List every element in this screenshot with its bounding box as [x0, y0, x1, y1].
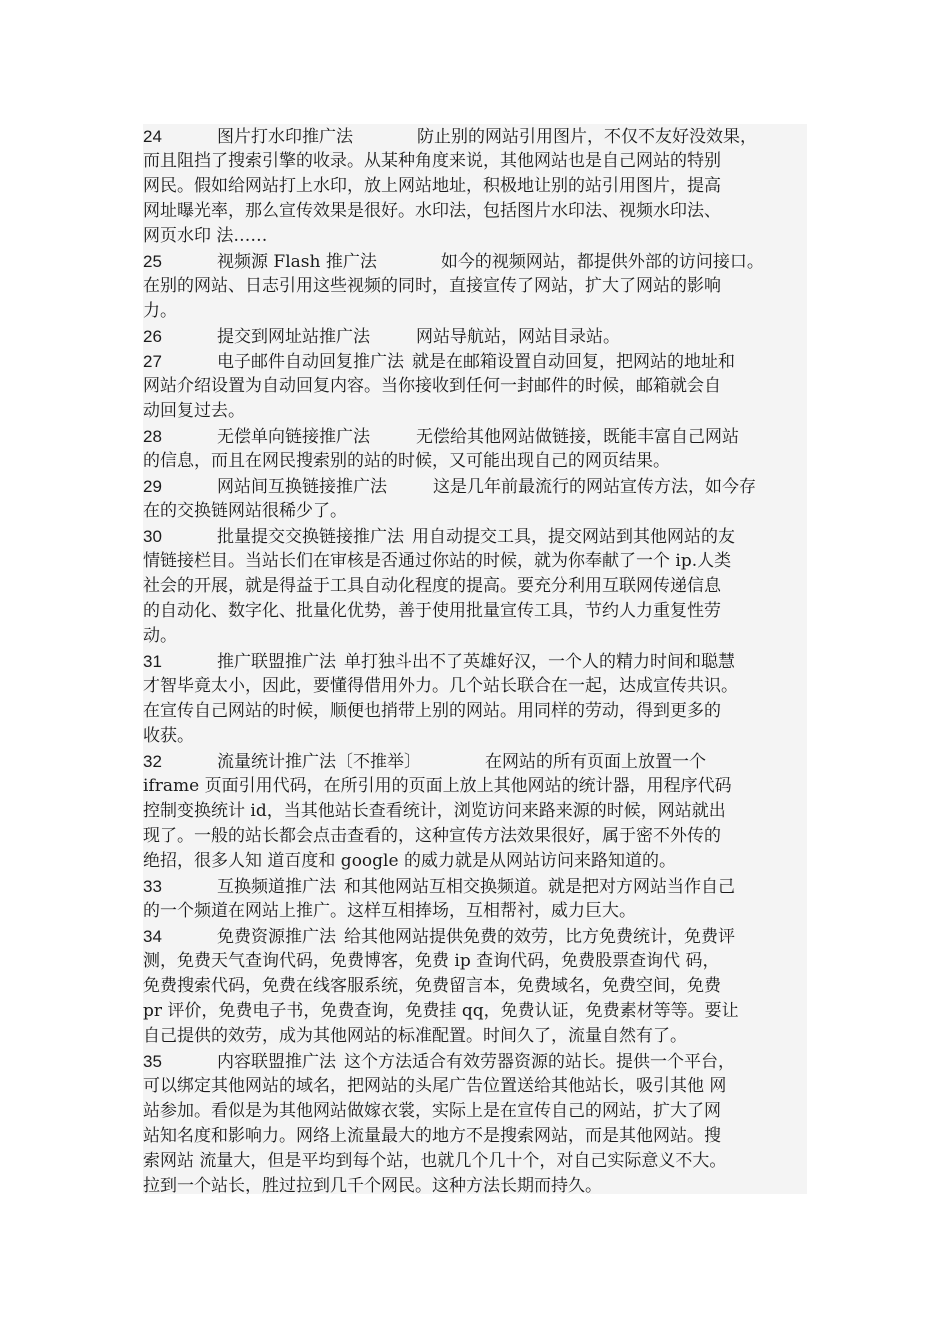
entry-title: 内容联盟推广法 — [217, 1052, 336, 1072]
entry-description: 现了。一般的站长都会点击查看的，这种宣传方法效果很好，属于密不外传的 — [143, 826, 721, 846]
entry-text-line — [143, 999, 807, 1024]
entry-text-line — [143, 549, 807, 574]
entry-description: 在宣传自己网站的时候，顺便也捎带上别的网站。用同样的劳动，得到更多的 — [143, 701, 721, 721]
entry-description: pr 评价，免费电子书，免费查询，免费挂 qq，免费认证，免费素材等等。要让 — [143, 1001, 739, 1021]
entry-description: 可以绑定其他网站的域名，把网站的头尾广告位置送给其他站长，吸引其他 网 — [143, 1076, 727, 1096]
entry-number: 31 — [143, 652, 162, 671]
list-item — [143, 124, 807, 249]
entry-title: 无偿单向链接推广法 — [217, 427, 370, 447]
entry-description: 网页水印 法…… — [143, 226, 268, 246]
entry-number: 29 — [143, 477, 162, 496]
entry-text-line — [143, 624, 807, 649]
entry-head-line — [143, 124, 807, 149]
entry-description: 站参加。看似是为其他网站做嫁衣裳，实际上是在宣传自己的网站，扩大了网 — [143, 1101, 721, 1121]
entry-text-line — [143, 699, 807, 724]
entry-description: 动。 — [143, 626, 177, 646]
entry-text-line — [143, 274, 807, 299]
entry-description: 在网站的所有页面上放置一个 — [485, 752, 706, 772]
entry-number: 30 — [143, 527, 162, 546]
entry-text-line — [143, 374, 807, 399]
entry-title: 电子邮件自动回复推广法 — [217, 352, 404, 372]
entry-head-line — [143, 524, 807, 549]
entry-description: 用自动提交工具，提交网站到其他网站的友 — [412, 527, 735, 547]
entry-title: 视频源 Flash 推广法 — [217, 252, 377, 272]
list-item — [143, 474, 807, 524]
entry-text-line — [143, 599, 807, 624]
entry-text-line — [143, 724, 807, 749]
entry-text-line — [143, 174, 807, 199]
entry-description: 测，免费天气查询代码，免费博客，免费 ip 查询代码，免费股票查询代 码， — [143, 951, 720, 971]
entry-text-line — [143, 149, 807, 174]
entry-head-line — [143, 249, 807, 274]
entry-title: 推广联盟推广法 — [217, 652, 336, 672]
entry-description: 站知名度和影响力。网络上流量最大的地方不是搜索网站，而是其他网站。搜 — [143, 1126, 721, 1146]
entry-description: 拉到一个站长，胜过拉到几千个网民。这种方法长期而持久。 — [143, 1176, 602, 1194]
entry-text-line — [143, 824, 807, 849]
entry-text-line — [143, 1099, 807, 1124]
entry-description: 索网站 流量大，但是平均到每个站，也就几个几十个，对自己实际意义不大。 — [143, 1151, 727, 1171]
entry-head-line — [143, 324, 807, 349]
entry-description: 在的交换链网站很稀少了。 — [143, 501, 347, 521]
list-item — [143, 349, 807, 424]
entry-description: 网址曝光率，那么宣传效果是很好。水印法，包括图片水印法、视频水印法、 — [143, 201, 721, 221]
entry-description: 而且阻挡了搜索引擎的收录。从某种角度来说，其他网站也是自己网站的特别 — [143, 151, 721, 171]
entry-text-line — [143, 674, 807, 699]
entry-description: 的信息，而且在网民搜索别的站的时候，又可能出现自己的网页结果。 — [143, 451, 670, 471]
entry-description: 力。 — [143, 301, 177, 321]
entry-description: 在别的网站、日志引用这些视频的同时，直接宣传了网站，扩大了网站的影响 — [143, 276, 721, 296]
entry-description: 绝招，很多人知 道百度和 google 的威力就是从网站访问来路知道的。 — [143, 851, 676, 871]
entry-text-line — [143, 899, 807, 924]
entry-description: 如今的视频网站，都提供外部的访问接口。 — [440, 252, 764, 272]
list-item — [143, 649, 807, 749]
entry-head-line — [143, 874, 807, 899]
entry-number: 25 — [143, 252, 162, 271]
entry-text-line — [143, 1149, 807, 1174]
entry-number: 34 — [143, 927, 162, 946]
list-item — [143, 249, 807, 324]
list-item — [143, 874, 807, 924]
entry-text-line — [143, 774, 807, 799]
entry-description: 网民。假如给网站打上水印，放上网站地址，积极地让别的站引用图片，提高 — [143, 176, 721, 196]
entry-text-line — [143, 1024, 807, 1049]
entry-description: 情链接栏目。当站长们在审核是否通过你站的时候，就为你奉献了一个 ip.人类 — [143, 551, 732, 571]
entry-description: 单打独斗出不了英雄好汉，一个人的精力时间和聪慧 — [344, 652, 735, 672]
entry-head-line — [143, 649, 807, 674]
list-item — [143, 749, 807, 874]
entry-description: 控制变换统计 id，当其他站长查看统计，浏览访问来路来源的时候，网站就出 — [143, 801, 726, 821]
entry-text-line — [143, 574, 807, 599]
entry-title: 网站间互换链接推广法 — [217, 477, 387, 497]
entry-title: 批量提交交换链接推广法 — [217, 527, 404, 547]
entry-description: iframe 页面引用代码，在所引用的页面上放上其他网站的统计器，用程序代码 — [143, 776, 732, 796]
entry-description: 网站导航站，网站目录站。 — [416, 327, 620, 347]
entry-description: 免费搜索代码，免费在线客服系统，免费留言本，免费域名，免费空间，免费 — [143, 976, 721, 996]
entry-text-line — [143, 499, 807, 524]
entry-title: 提交到网址站推广法 — [217, 327, 370, 347]
entry-number: 33 — [143, 877, 162, 896]
entry-description: 的自动化、数字化、批量化优势，善于使用批量宣传工具，节约人力重复性劳 — [143, 601, 721, 621]
entry-description: 和其他网站互相交换频道。就是把对方网站当作自己 — [344, 877, 735, 897]
entry-head-line — [143, 924, 807, 949]
list-item — [143, 1049, 807, 1194]
entry-description: 无偿给其他网站做链接，既能丰富自己网站 — [416, 427, 739, 447]
list-item — [143, 524, 807, 649]
entry-text-line — [143, 199, 807, 224]
entry-head-line — [143, 749, 807, 774]
entry-description: 动回复过去。 — [143, 401, 245, 421]
entry-text-line — [143, 1174, 807, 1194]
entry-text-line — [143, 299, 807, 324]
entry-head-line — [143, 474, 807, 499]
entry-text-line — [143, 1074, 807, 1099]
entry-title: 图片打水印推广法 — [217, 127, 353, 147]
entry-description: 防止别的网站引用图片，不仅不友好没效果， — [417, 127, 757, 147]
list-item — [143, 924, 807, 1049]
entry-number: 24 — [143, 127, 162, 146]
entry-number: 26 — [143, 327, 162, 346]
entry-number: 27 — [143, 352, 162, 371]
entry-text-line — [143, 224, 807, 249]
document-body — [143, 124, 807, 1194]
entry-description: 就是在邮箱设置自动回复，把网站的地址和 — [412, 352, 735, 372]
entry-number: 28 — [143, 427, 162, 446]
entry-text-line — [143, 849, 807, 874]
entry-text-line — [143, 1124, 807, 1149]
entry-head-line — [143, 424, 807, 449]
entry-description: 才智毕竟太小，因此，要懂得借用外力。几个站长联合在一起，达成宣传共识。 — [143, 676, 738, 696]
entry-head-line — [143, 349, 807, 374]
entry-title: 互换频道推广法 — [217, 877, 336, 897]
entry-title: 流量统计推广法〔不推举〕 — [217, 752, 421, 772]
list-item — [143, 424, 807, 474]
entry-text-line — [143, 974, 807, 999]
entry-text-line — [143, 449, 807, 474]
entry-head-line — [143, 1049, 807, 1074]
entry-description: 社会的开展，就是得益于工具自动化程度的提高。要充分利用互联网传递信息 — [143, 576, 721, 596]
entry-description: 自己提供的效劳，成为其他网站的标准配置。时间久了，流量自然有了。 — [143, 1026, 687, 1046]
entry-description: 这是几年前最流行的网站宣传方法，如今存 — [433, 477, 756, 497]
entry-description: 的一个频道在网站上推广。这样互相捧场，互相帮衬，威力巨大。 — [143, 901, 636, 921]
entry-text-line — [143, 949, 807, 974]
entry-number: 35 — [143, 1052, 162, 1071]
entry-description: 网站介绍设置为自动回复内容。当你接收到任何一封邮件的时候，邮箱就会自 — [143, 376, 721, 396]
entry-number: 32 — [143, 752, 162, 771]
entry-title: 免费资源推广法 — [217, 927, 336, 947]
list-item — [143, 324, 807, 349]
entry-description: 给其他网站提供免费的效劳，比方免费统计，免费评 — [344, 927, 735, 947]
entry-description: 收获。 — [143, 726, 194, 746]
entry-text-line — [143, 799, 807, 824]
entry-description: 这个方法适合有效劳器资源的站长。提供一个平台， — [344, 1052, 735, 1072]
entry-text-line — [143, 399, 807, 424]
